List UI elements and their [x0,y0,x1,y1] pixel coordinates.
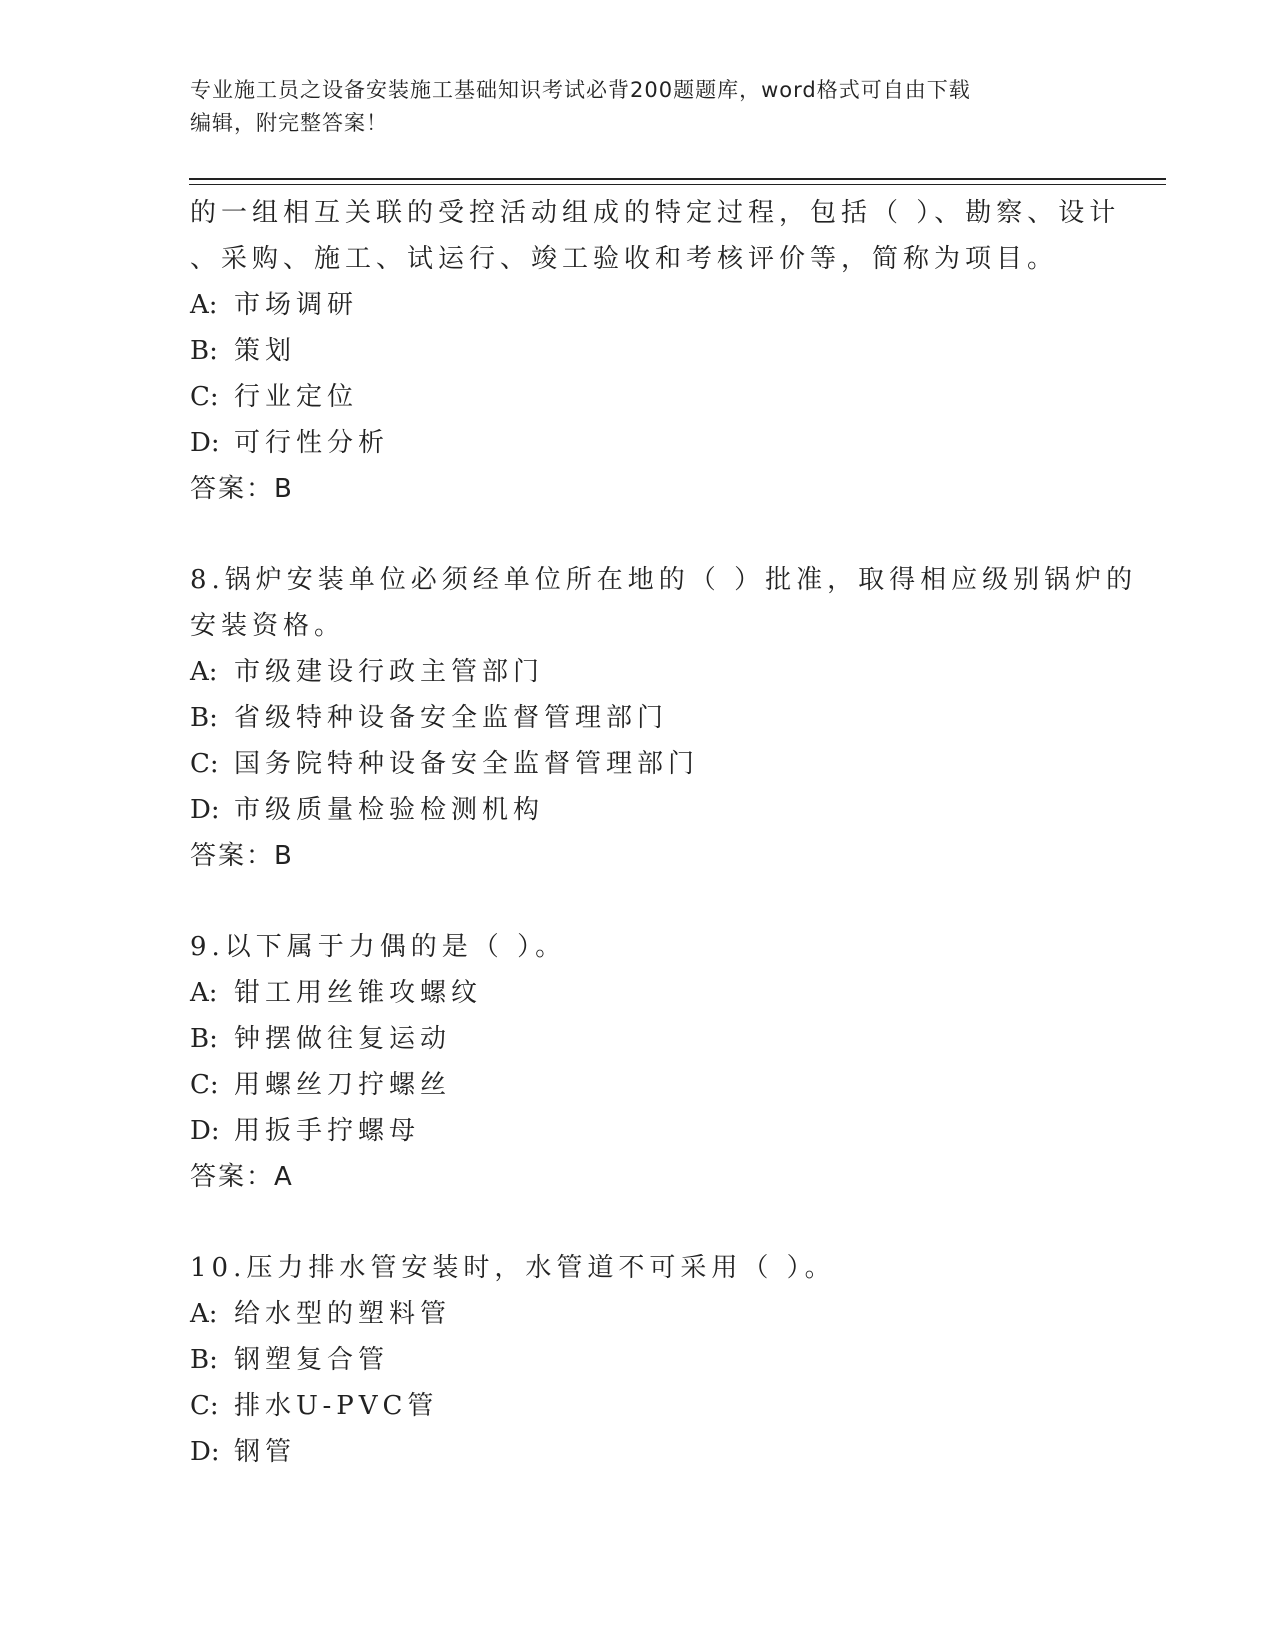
question-8 [190,557,1138,879]
question-10 [190,1245,1090,1475]
option-label: B: [190,1024,218,1054]
option-text: 钳工用丝锥攻螺纹 [234,978,483,1008]
option-label: C: [190,1070,219,1100]
option-b [190,695,1090,741]
question-7 [190,190,1121,512]
option-label: A: [190,978,218,1008]
option-b [190,328,1090,374]
option-label: B: [190,703,218,733]
answer-line: 答案：B [190,474,294,504]
question-stem-line: 9.以下属于力偶的是（ ）。 [190,932,567,962]
option-text: 市场调研 [234,290,359,320]
option-text: 排水U-PVC管 [234,1391,439,1421]
header-rule-thin [189,184,1166,185]
option-text: 钢塑复合管 [234,1345,390,1375]
spacer [190,879,1090,924]
option-label: C: [190,1391,219,1421]
option-label: D: [190,1437,220,1467]
answer-line: 答案：A [190,1162,294,1192]
option-b [190,1016,1090,1062]
question-stem-line: 安装资格。 [190,611,346,641]
option-text: 策划 [234,336,297,366]
question-stem-line: 8.锅炉安装单位必须经单位所在地的（ ）批准，取得相应级别锅炉的 [190,565,1138,595]
option-a [190,970,1090,1016]
option-text: 国务院特种设备安全监督管理部门 [234,749,700,779]
option-b [190,1337,1090,1383]
header-line-1: 专业施工员之设备安装施工基础知识考试必背200题题库，word格式可自由下载 [190,78,971,102]
option-c [190,1383,1090,1429]
option-text: 市级建设行政主管部门 [234,657,545,687]
option-text: 可行性分析 [234,428,390,458]
option-label: A: [190,1299,218,1329]
option-label: A: [190,657,218,687]
question-9 [190,924,1090,1200]
option-d [190,1108,1090,1154]
option-text: 钢管 [234,1437,297,1467]
option-label: B: [190,336,218,366]
option-d [190,420,1090,466]
option-label: C: [190,382,219,412]
option-label: C: [190,749,219,779]
option-c [190,374,1090,420]
question-stem-line: 10.压力排水管安装时，水管道不可采用（ ）。 [190,1253,836,1283]
option-text: 行业定位 [234,382,359,412]
option-label: D: [190,1116,220,1146]
option-text: 用扳手拧螺母 [234,1116,421,1146]
question-stem-line: 、采购、施工、试运行、竣工验收和考核评价等，简称为项目。 [190,244,1059,274]
header-rule-thick [189,178,1166,180]
option-text: 钟摆做往复运动 [234,1024,452,1054]
spacer [190,512,1090,557]
option-label: B: [190,1345,218,1375]
question-stem-line: 的一组相互关联的受控活动组成的特定过程，包括（ ）、勘察、设计 [190,198,1121,228]
option-label: D: [190,795,220,825]
option-d [190,1429,1090,1475]
option-a [190,649,1090,695]
header-line-2: 编辑，附完整答案！ [190,111,388,135]
spacer [190,1200,1090,1245]
answer-line: 答案：B [190,841,294,871]
option-label: D: [190,428,220,458]
option-c [190,741,1090,787]
option-text: 给水型的塑料管 [234,1299,452,1329]
option-text: 用螺丝刀拧螺丝 [234,1070,452,1100]
option-label: A: [190,290,218,320]
option-d [190,787,1090,833]
option-text: 省级特种设备安全监督管理部门 [234,703,669,733]
option-c [190,1062,1090,1108]
option-text: 市级质量检验检测机构 [234,795,545,825]
document-header [190,74,1080,140]
question-list [190,190,1138,1475]
option-a [190,1291,1090,1337]
option-a [190,282,1090,328]
